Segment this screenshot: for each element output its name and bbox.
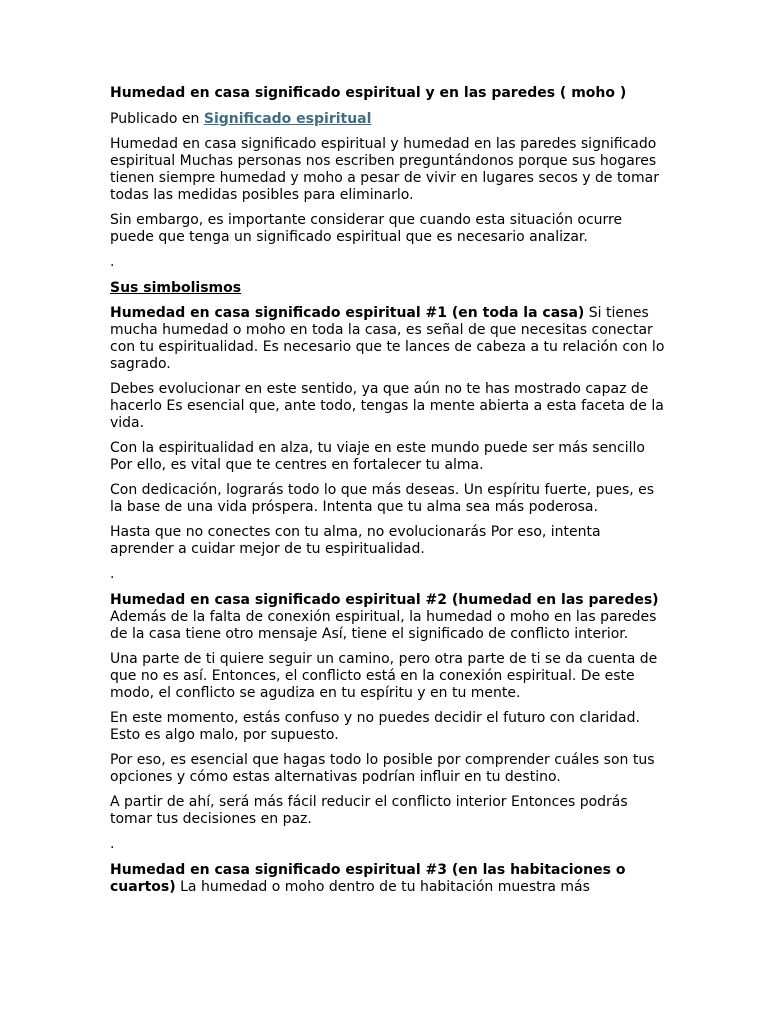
separator-dot-3: . [110, 836, 115, 852]
section-1-paragraph-3: Con la espiritualidad en alza, tu viaje en este mundo puede ser más sencillo Por ello, es vital que te centres en fortalecer tu alma. [110, 440, 645, 473]
section-1-text: Si tienes mucha humedad o moho en toda la casa, es señal de que necesitas conectar con tu espiritualidad. Es necesario que te lances de cabeza a tu relación con lo sagrado. [110, 305, 665, 372]
section-2-heading: Humedad en casa significado espiritual #2 (humedad en las paredes) [110, 592, 659, 608]
intro-paragraph-1: Humedad en casa significado espiritual y humedad en las paredes significado espiritual Muchas personas nos escriben preguntándonos porque sus hogares tienen siempre humedad y moho a pesar de vivir en lugares secos y de tomar todas las medidas posibles para eliminarlo. [110, 136, 659, 203]
section-2-paragraph-4: Por eso, es esencial que hagas todo lo posible por comprender cuáles son tus opciones y cómo estas alternativas podrían influir en tu destino. [110, 752, 655, 785]
section-1-paragraph-5: Hasta que no conectes con tu alma, no evolucionarás Por eso, intenta aprender a cuidar mejor de tu espiritualidad. [110, 524, 601, 557]
section-2-paragraph-2: Una parte de ti quiere seguir un camino, pero otra parte de ti se da cuenta de que no es así. Entonces, el conflicto está en la conexión espiritual. De este modo, el conflicto se agudiza en tu espíritu y en tu mente. [110, 651, 658, 701]
intro-paragraph-2: Sin embargo, es importante considerar que cuando esta situación ocurre puede que tenga un significado espiritual que es necesario analizar. [110, 212, 623, 245]
separator-dot-1: . [110, 254, 115, 270]
section-2-text: Además de la falta de conexión espiritual, la humedad o moho en las paredes de la casa tiene otro mensaje Así, tiene el significado de conflicto interior. [110, 609, 657, 642]
section-3-text: La humedad o moho dentro de tu habitación muestra más [175, 879, 590, 895]
section-1-paragraph-2: Debes evolucionar en este sentido, ya que aún no te has mostrado capaz de hacerlo Es esencial que, ante todo, tengas la mente abierta a esta faceta de la vida. [110, 381, 664, 431]
separator-dot-2: . [110, 566, 115, 582]
section-2-paragraph-5: A partir de ahí, será más fácil reducir el conflicto interior Entonces podrás tomar tus decisiones en paz. [110, 794, 628, 827]
section-2-paragraph-1 [110, 592, 666, 643]
section-3-paragraph-1 [110, 862, 666, 896]
published-line [110, 110, 666, 128]
document-page [110, 84, 666, 904]
category-link[interactable]: Significado espiritual [203, 111, 372, 127]
section-3-heading: Humedad en casa significado espiritual #3 (en las habitaciones o cuartos) [110, 862, 626, 895]
section-2-paragraph-3: En este momento, estás confuso y no puedes decidir el futuro con claridad. Esto es algo malo, por supuesto. [110, 710, 640, 743]
published-prefix: Publicado en [110, 111, 204, 127]
section-1-paragraph-4: Con dedicación, lograrás todo lo que más deseas. Un espíritu fuerte, pues, es la base de una vida próspera. Intenta que tu alma sea más poderosa. [110, 482, 655, 515]
section-1-paragraph-1 [110, 305, 666, 373]
document-title: Humedad en casa significado espiritual y en las paredes ( moho ) [110, 85, 627, 101]
section-heading-simbolismos: Sus simbolismos [110, 280, 242, 296]
section-1-heading: Humedad en casa significado espiritual #1 (en toda la casa) [110, 305, 585, 321]
